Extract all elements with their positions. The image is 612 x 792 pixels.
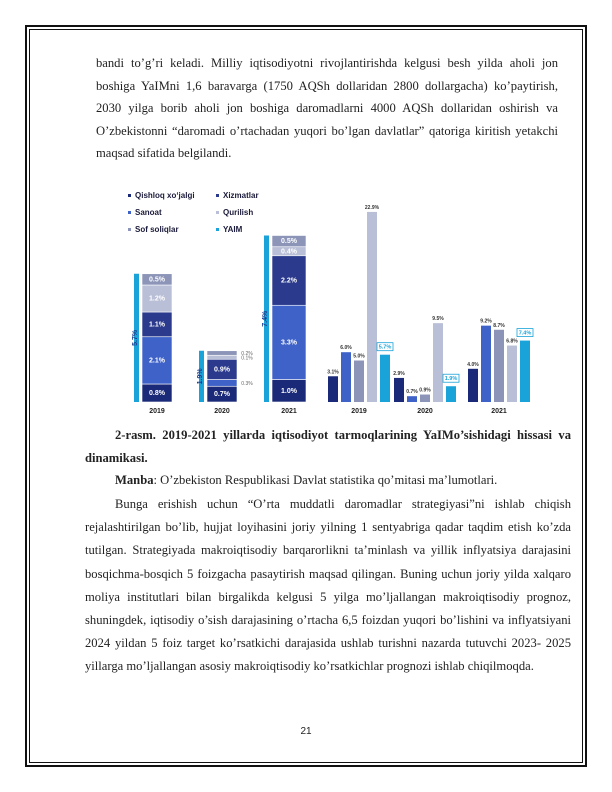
stacked-label-2021-agri: 1.0% xyxy=(281,387,297,395)
stacked-label-2019-agri: 0.8% xyxy=(149,390,165,397)
paragraph-1: bandi to’g’ri keladi. Milliy iqtisodiyotni rivojlantirishda kelgusi besh yilda aholi jon boshiga YaIMni 1,6 baravarga (1750 AQSh dollaridan 2800 dollargacha) ko’paytirish, 2030 yilga borib aholi jon boshiga daromadlarni 4000 AQSh dollaridan oshirish va O’zbekistonni “daromadi o’rtachadan yuqori bo’lgan davlatlar” qatoriga kiritish yetakchi maqsad sifatida belgilandi. xyxy=(96,56,558,161)
figure-caption: 2-rasm. 2019-2021 yillarda iqtisodiyot tarmoqlarining YaIMo’sishidagi hissasi va dinamikasi. xyxy=(85,428,571,465)
grouped-label-2021-gdp: 7.4% xyxy=(518,330,532,337)
stacked-bar-2020-construction xyxy=(207,355,237,359)
stacked-total-label-2019: 5.7% xyxy=(132,329,139,346)
grouped-bar-2021-net_taxes xyxy=(494,330,504,402)
legend-label-industry: Sanoat xyxy=(135,208,162,217)
legend-label-agri: Qishloq xo‘jalgi xyxy=(135,191,195,200)
stacked-label-2021-construction: 0.4% xyxy=(281,248,297,256)
grouped-label-2020-gdp: 1.9% xyxy=(444,376,458,383)
grouped-bar-2021-gdp xyxy=(520,341,530,402)
stacked-total-label-2020: 1.9% xyxy=(197,368,204,385)
stacked-label-2020-services: 0.9% xyxy=(214,366,230,374)
stacked-label-2020-construction: 0.1% xyxy=(241,355,253,362)
grouped-category-2019: 2019 xyxy=(351,408,367,415)
grouped-bar-2021-industry xyxy=(481,326,491,402)
stacked-label-2019-net_taxes: 0.5% xyxy=(149,276,165,284)
stacked-label-2020-industry: 0.3% xyxy=(241,380,253,387)
grouped-label-2021-agri: 4.0% xyxy=(467,361,479,368)
grouped-bar-2020-industry xyxy=(407,396,417,402)
source-label: Manba xyxy=(115,473,154,487)
grouped-label-2019-net_taxes: 5.0% xyxy=(353,353,365,360)
legend-swatch-services xyxy=(216,194,219,197)
grouped-label-2020-industry: 0.7% xyxy=(406,389,418,396)
source-text: : O’zbekiston Respublikasi Davlat statistika qo’mitasi ma’lumotlari. xyxy=(153,473,498,487)
grouped-label-2021-industry: 9.2% xyxy=(480,318,492,325)
stacked-label-2021-net_taxes: 0.5% xyxy=(281,238,297,246)
grouped-bar-2019-gdp xyxy=(380,355,390,402)
grouped-bar-2021-construction xyxy=(507,346,517,402)
grouped-label-2019-industry: 6.0% xyxy=(340,345,352,352)
stacked-bar-2020-net_taxes xyxy=(207,351,237,356)
paragraph-2: Bunga erishish uchun “O’rta muddatli daromadlar strategiyasi”ni ishlab chiqish rejalashtirilgan bo’lib, hujjat loyihasini joriy yilning 1 sentyabriga qadar taqdim etish ko’zda tutilgan. Strategiyada makroiqtisodiy barqarorlikni ta’minlash va yillik inflyatsiya darajasini bosqichma-bosqich 5 foizgacha pasaytirish maqsad qilingan. Buning uchun joriy yilda xalqaro moliya institutlari bilan birgalikda kelgusi 5 yilga mo’ljallangan makroiqtisodiy prognoz, shuningdek, iqtisodiy o’sish darajasining o’rtacha 6,5 foizdan yuqori bo’lishini va inflyatsiyani 2024 yildan 5 foiz target ko’rsatkichi darajasida ushlab turishni nazarda tutuvchi 2023- 2025 yillarga mo’ljallangan asosiy makroiqtisodiy ko’rsatkichlar prognozi ishlab chiqilmoqda. xyxy=(85,497,571,674)
stacked-label-2021-services: 2.2% xyxy=(281,277,297,285)
legend-swatch-agri xyxy=(128,194,131,197)
grouped-bar-2020-construction xyxy=(433,323,443,402)
grouped-label-2021-construction: 6.8% xyxy=(506,338,518,345)
legend-label-net_taxes: Sof soliqlar xyxy=(135,225,179,234)
stacked-label-2021-industry: 3.3% xyxy=(281,339,297,347)
grouped-category-2020: 2020 xyxy=(417,408,433,415)
grouped-bar-2019-agri xyxy=(328,376,338,402)
stacked-category-2020: 2020 xyxy=(214,408,230,415)
stacked-label-2019-services: 1.1% xyxy=(149,321,165,329)
grouped-category-2021: 2021 xyxy=(491,408,507,415)
grouped-bar-2019-construction xyxy=(367,212,377,402)
grouped-label-2019-agri: 3.1% xyxy=(327,369,339,376)
legend-label-construction: Qurilish xyxy=(223,208,254,217)
stacked-category-2019: 2019 xyxy=(149,408,165,415)
grouped-bar-2019-industry xyxy=(341,352,351,402)
stacked-category-2021: 2021 xyxy=(281,408,297,415)
legend-swatch-net_taxes xyxy=(128,228,131,231)
stacked-label-2020-agri: 0.7% xyxy=(214,391,230,399)
grouped-bar-2020-net_taxes xyxy=(420,395,430,402)
stacked-label-2019-construction: 1.2% xyxy=(149,295,165,303)
legend-swatch-industry xyxy=(128,211,131,214)
legend-swatch-gdp xyxy=(216,228,219,231)
stacked-bar-2020-industry xyxy=(207,380,237,387)
legend-label-services: Xizmatlar xyxy=(223,191,259,200)
page-number: 21 xyxy=(300,726,312,737)
stacked-label-2020-net_taxes: 0.2% xyxy=(241,351,253,357)
grouped-label-2020-net_taxes: 0.9% xyxy=(419,387,431,394)
grouped-bar-2020-gdp xyxy=(446,386,456,402)
stacked-label-2019-industry: 2.1% xyxy=(149,357,165,365)
grouped-bar-2020-agri xyxy=(394,378,404,402)
gdp-contribution-chart xyxy=(100,178,540,418)
legend-swatch-construction xyxy=(216,211,219,214)
grouped-label-2019-construction: 22.9% xyxy=(364,204,380,211)
grouped-label-2021-net_taxes: 8.7% xyxy=(493,322,505,329)
source-line xyxy=(85,469,571,492)
legend-label-gdp: YAIM xyxy=(223,225,243,234)
grouped-bar-2019-net_taxes xyxy=(354,361,364,403)
stacked-total-label-2021: 7.4% xyxy=(262,310,269,327)
grouped-label-2020-construction: 9.5% xyxy=(432,316,444,323)
grouped-label-2020-agri: 2.9% xyxy=(393,370,405,377)
grouped-bar-2021-agri xyxy=(468,369,478,402)
grouped-label-2019-gdp: 5.7% xyxy=(378,344,392,351)
